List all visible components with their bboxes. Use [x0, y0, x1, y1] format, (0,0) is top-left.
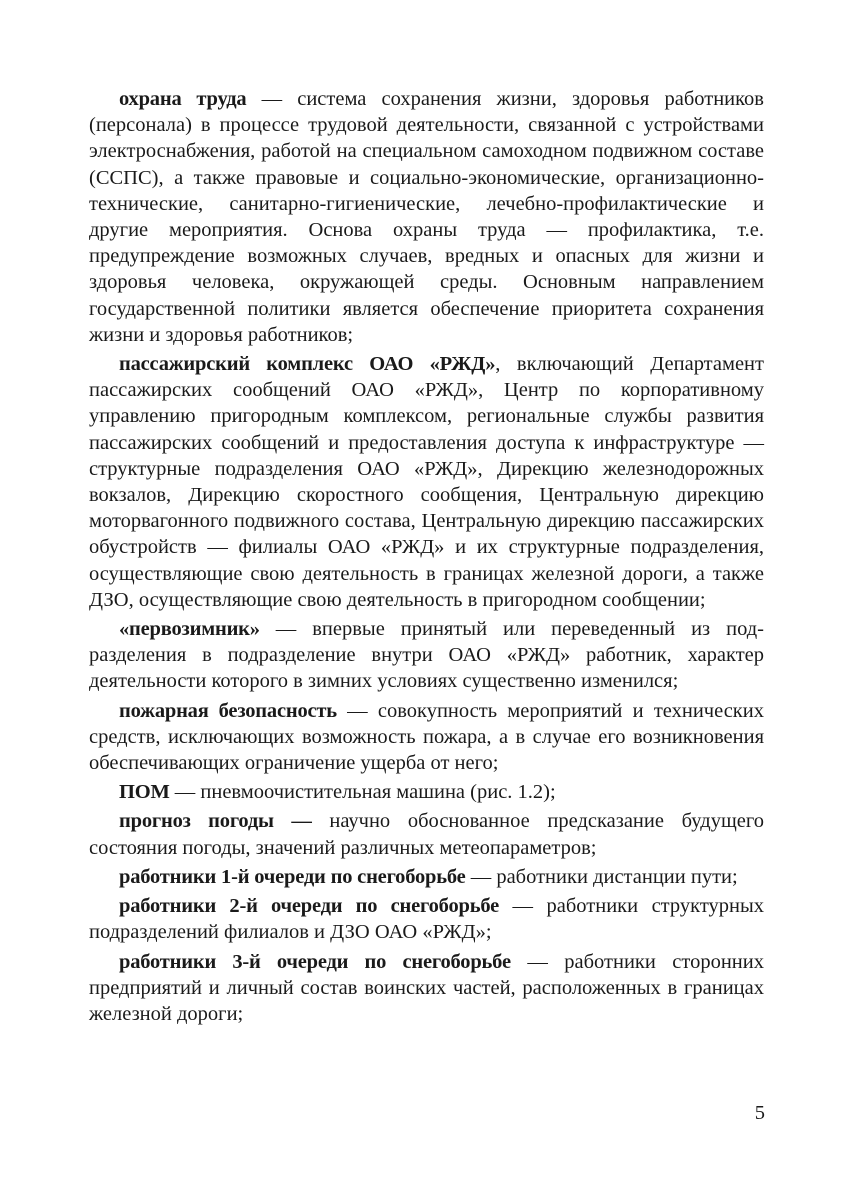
definition-paragraph [89, 779, 764, 805]
definition-term: работники 2-й очереди по снегоборьбе [119, 895, 500, 918]
definition-term: охрана труда [119, 88, 247, 110]
definition-term: ПОМ [119, 781, 170, 804]
page-body [89, 86, 764, 1030]
definition-text: — пневмоочистительная машина (рис. 1.2); [169, 781, 556, 804]
definition-text: — система сохранения жизни, здоровья работников (персонала) в процессе трудовой деятельности, связанной с устройствами электроснабжения, работой на специальном самоходном подвижном составе (ССПС), а также правовые и социально-экономические, организационно-технические, санитарно-гигиенические, лечебно-профилактические и другие мероприятия. Основа охраны труда — профилактика, т.е. предупреждение возможных случаев, вредных и опасных для жизни и здоровья человека, окружающей среды. Основным направлением государственной политики является обеспечение приоритета сохранения жизни и здоровья работников; [89, 88, 764, 346]
page-number: 5 [754, 1102, 765, 1124]
definition-text: — совокупность мероприятий и технических средств, исключающих возможность пожара, а в случае его возникновения обеспечивающих ограничение ущерба от него; [89, 699, 764, 775]
definition-term: работники 3-й очереди по снегоборьбе [119, 950, 511, 973]
definition-paragraph [89, 893, 764, 945]
definition-text: — работники дистанции пути; [465, 865, 738, 888]
definition-paragraph [89, 698, 764, 777]
definition-text: — работники структурных подразделений филиалов и ДЗО ОАО «РЖД»; [89, 895, 764, 944]
definition-term: прогноз погоды — [119, 810, 312, 833]
definition-text: — работники сторонних предприятий и личный состав воинских частей, расположенных в границах железной дороги; [89, 950, 765, 1025]
definition-text: — впервые принятый или переведенный из подразделения в подразделение внутри ОАО «РЖД» работник, характер деятельности которого в зимних условиях существенно изменился; [89, 618, 764, 693]
definition-term: пассажирский комплекс ОАО «РЖД» [119, 353, 496, 376]
definition-paragraph [89, 808, 764, 860]
definition-paragraph [89, 949, 764, 1028]
definition-paragraph [89, 351, 764, 613]
definition-term: работники 1-й очереди по снегоборьбе [119, 865, 466, 888]
definition-term: пожарная безопасность [119, 699, 337, 722]
definition-paragraph [89, 86, 764, 348]
definition-text: научно обоснованное предсказание будущего состояния погоды, значений различных метеопараметров; [89, 810, 764, 859]
definition-text: , включающий Департамент пассажирских сообщений ОАО «РЖД», Центр по корпоративному управлению пригородным комплексом, региональные службы развития пассажирских сообщений и предоставления доступа к инфраструктуре — структурные подразделения ОАО «РЖД», Дирекцию железнодорожных вокзалов, Дирекцию скоростного сообщения, Центральную дирекцию моторвагонного подвижного состава, Центральную дирекцию пассажирских обустройств — филиалы ОАО «РЖД» и их структурные подразделения, осуществляющие свою деятельность в границах железной дороги, а также ДЗО, осуществляющие свою деятельность в пригородном сообщении; [89, 353, 764, 611]
definition-paragraph [89, 616, 764, 695]
definition-paragraph [89, 864, 764, 890]
definition-term: «первозимник» [119, 618, 260, 641]
